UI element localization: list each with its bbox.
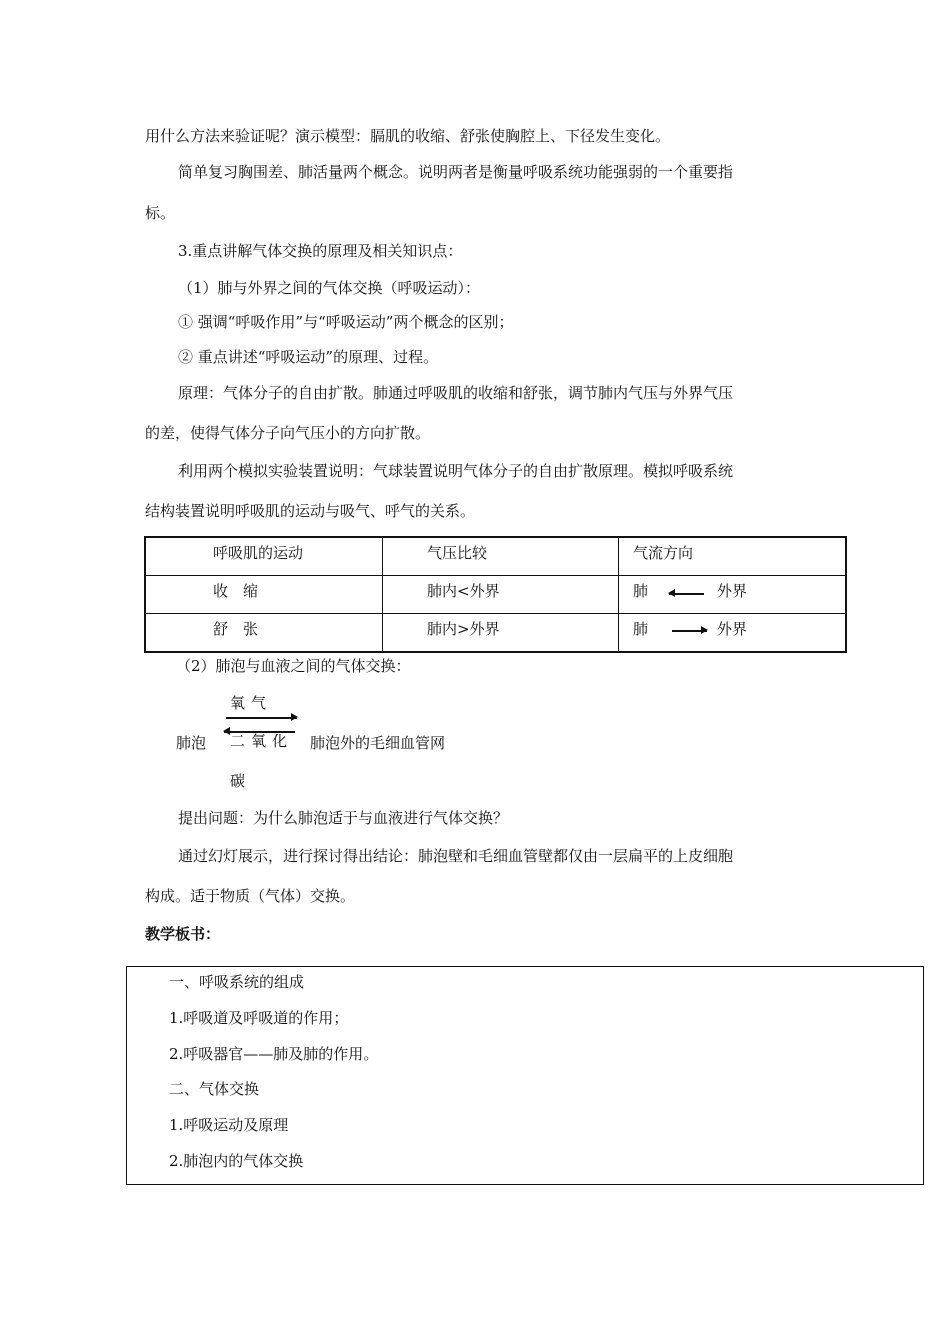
table-cell: 肺: [633, 620, 649, 638]
table-header: 气流方向: [633, 544, 694, 562]
paragraph-line: 的差，使得气体分子向气压小的方向扩散。: [145, 424, 431, 442]
board-title: 教学板书：: [145, 925, 221, 943]
co2-label: 二氧化: [230, 732, 294, 750]
paragraph-line: 标。: [145, 204, 176, 222]
co2-label-tail: 碳: [230, 772, 252, 790]
table-header: 气压比较: [427, 544, 488, 562]
capillary-label: 肺泡外的毛细血管网: [310, 734, 446, 752]
table-cell: 舒 张: [213, 620, 259, 638]
board-line: 二、气体交换: [169, 1080, 260, 1098]
paragraph-line: 结构装置说明呼吸肌的运动与吸气、呼气的关系。: [145, 502, 476, 520]
board-line: 2.肺泡内的气体交换: [169, 1152, 304, 1170]
board-line: 1.呼吸运动及原理: [169, 1116, 289, 1134]
table-cell: 肺内<外界: [427, 582, 500, 600]
paragraph-line: 提出问题：为什么肺泡适于与血液进行气体交换？: [178, 809, 509, 827]
respiration-table: [144, 536, 847, 653]
paragraph-line: 通过幻灯展示，进行探讨得出结论：肺泡壁和毛细血管壁都仅由一层扁平的上皮细胞: [178, 847, 734, 865]
table-divider: [618, 538, 619, 651]
paragraph-line: 用什么方法来验证呢？演示模型：膈肌的收缩、舒张使胸腔上、下径发生变化。: [145, 127, 671, 145]
board-line: 一、呼吸系统的组成: [169, 973, 305, 991]
paragraph-line: 3.重点讲解气体交换的原理及相关知识点：: [178, 242, 463, 260]
table-cell: 收 缩: [213, 582, 259, 600]
board-line: 1.呼吸道及呼吸道的作用；: [169, 1009, 349, 1027]
paragraph-line: ② 重点讲述“呼吸运动”的原理、过程。: [178, 348, 439, 366]
table-cell: 肺内>外界: [427, 620, 500, 638]
oxygen-label: 氧气: [230, 694, 273, 712]
paragraph-line: ① 强调“呼吸作用”与“呼吸运动”两个概念的区别；: [178, 313, 514, 331]
table-cell: 外界: [717, 620, 748, 638]
section-heading: （2）肺泡与血液之间的气体交换：: [176, 657, 411, 675]
board-line: 2.呼吸器官——肺及肺的作用。: [169, 1045, 379, 1063]
paragraph-line: 原理：气体分子的自由扩散。肺通过呼吸肌的收缩和舒张，调节肺内气压与外界气压: [178, 384, 734, 402]
arrow-right-icon: [226, 717, 297, 719]
table-header: 呼吸肌的运动: [213, 544, 304, 562]
table-cell: 外界: [717, 582, 748, 600]
table-divider: [146, 575, 845, 576]
table-divider: [146, 613, 845, 614]
arrow-left-icon: [669, 593, 704, 595]
table-cell: 肺: [633, 582, 649, 600]
table-divider: [382, 538, 383, 651]
paragraph-line: （1）肺与外界之间的气体交换（呼吸运动）：: [178, 279, 481, 297]
paragraph-line: 简单复习胸围差、肺活量两个概念。说明两者是衡量呼吸系统功能强弱的一个重要指: [178, 163, 734, 181]
paragraph-line: 构成。适于物质（气体）交换。: [145, 887, 356, 905]
alveolus-label: 肺泡: [176, 734, 207, 752]
paragraph-line: 利用两个模拟实验装置说明：气球装置说明气体分子的自由扩散原理。模拟呼吸系统: [178, 462, 734, 480]
board-box: [126, 966, 924, 1185]
arrow-right-icon: [672, 630, 707, 632]
